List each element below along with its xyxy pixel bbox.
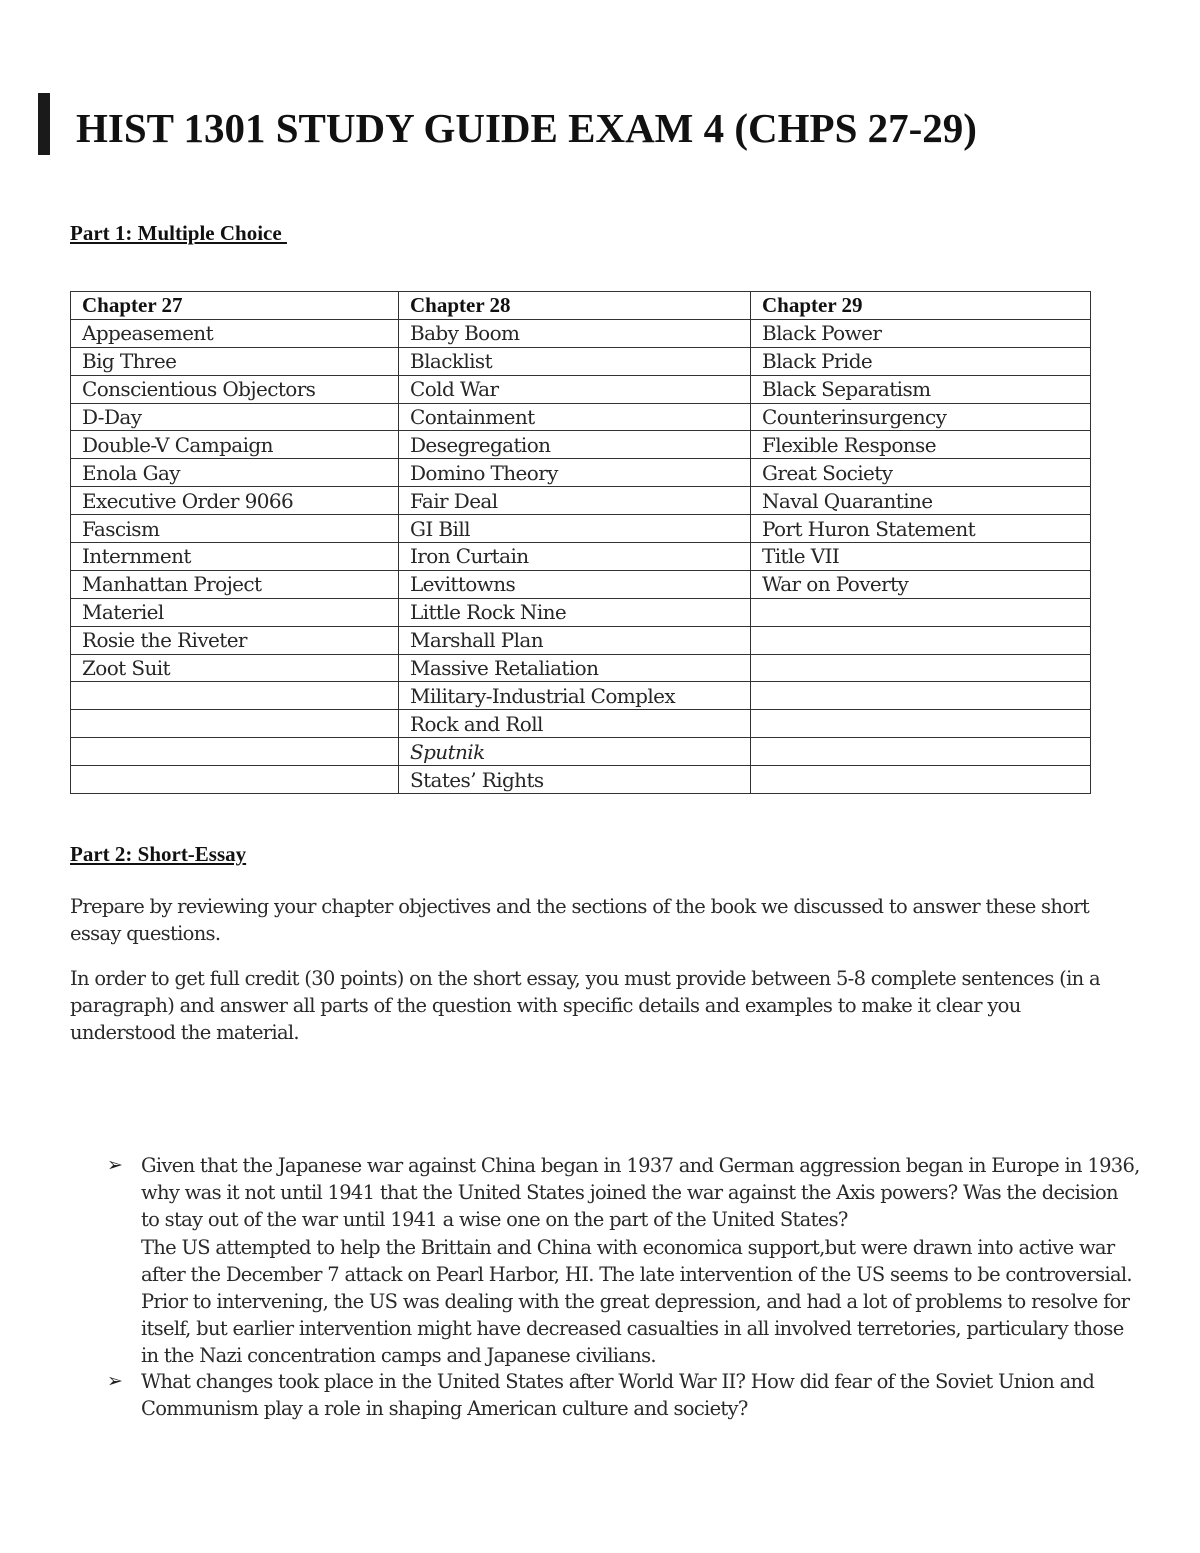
table-row bbox=[71, 570, 1091, 598]
term-cell-chapter-28: Little Rock Nine bbox=[399, 598, 751, 626]
table-row bbox=[71, 710, 1091, 738]
term-cell-chapter-27 bbox=[71, 710, 399, 738]
term-cell-chapter-27: Appeasement bbox=[71, 319, 399, 347]
term-cell-chapter-28: Cold War bbox=[399, 375, 751, 403]
part2-heading: Part 2: Short-Essay bbox=[70, 842, 247, 866]
question-1-prompt: Given that the Japanese war against China began in 1937 and German aggression began in Europe in 1936, why was it not until 1941 that the United States joined the war against the Axis powers? Was the decision to stay out of the war until 1941 a wise one on the part of the United States? bbox=[141, 1154, 1140, 1232]
term-cell-chapter-27: D-Day bbox=[71, 403, 399, 431]
term-cell-chapter-28: Baby Boom bbox=[399, 319, 751, 347]
essay-question-2-text bbox=[141, 1368, 1141, 1422]
essay-question-1-text bbox=[141, 1152, 1141, 1370]
table-row bbox=[71, 626, 1091, 654]
term-cell-chapter-28: Levittowns bbox=[399, 570, 751, 598]
table-row bbox=[71, 654, 1091, 682]
term-cell-chapter-28: Marshall Plan bbox=[399, 626, 751, 654]
term-cell-chapter-28: Desegregation bbox=[399, 431, 751, 459]
page-title: HIST 1301 STUDY GUIDE EXAM 4 (CHPS 27-29) bbox=[76, 105, 977, 151]
table-row bbox=[71, 319, 1091, 347]
term-cell-chapter-29 bbox=[751, 682, 1091, 710]
table-row bbox=[71, 403, 1091, 431]
term-cell-chapter-29 bbox=[751, 766, 1091, 794]
term-cell-chapter-28: Massive Retaliation bbox=[399, 654, 751, 682]
column-header-chapter-28: Chapter 28 bbox=[399, 292, 751, 320]
term-cell-chapter-29: Black Separatism bbox=[751, 375, 1091, 403]
instructions-paragraph-2: In order to get full credit (30 points) on the short essay, you must provide between 5-8 complete sentences (in a paragraph) and answer all parts of the question with specific details and examples to make it clear you understood the material. bbox=[70, 967, 1100, 1044]
term-cell-chapter-28: Sputnik bbox=[399, 738, 751, 766]
term-cell-chapter-29: Naval Quarantine bbox=[751, 487, 1091, 515]
term-cell-chapter-29 bbox=[751, 738, 1091, 766]
term-cell-chapter-27: Manhattan Project bbox=[71, 570, 399, 598]
table-row bbox=[71, 766, 1091, 794]
term-cell-chapter-29 bbox=[751, 654, 1091, 682]
term-cell-chapter-29: Great Society bbox=[751, 459, 1091, 487]
table-row bbox=[71, 682, 1091, 710]
term-cell-chapter-29: War on Poverty bbox=[751, 570, 1091, 598]
column-header-chapter-27: Chapter 27 bbox=[71, 292, 399, 320]
column-header-chapter-29: Chapter 29 bbox=[751, 292, 1091, 320]
term-cell-chapter-27: Zoot Suit bbox=[71, 654, 399, 682]
title-marker-bar bbox=[38, 93, 50, 155]
arrowhead-bullet-icon: ➢ bbox=[107, 1370, 123, 1392]
term-cell-chapter-29: Counterinsurgency bbox=[751, 403, 1091, 431]
table-row bbox=[71, 431, 1091, 459]
term-cell-chapter-27: Rosie the Riveter bbox=[71, 626, 399, 654]
table-header-row bbox=[71, 292, 1091, 320]
term-cell-chapter-27: Executive Order 9066 bbox=[71, 487, 399, 515]
term-cell-chapter-27 bbox=[71, 766, 399, 794]
term-cell-chapter-28: Domino Theory bbox=[399, 459, 751, 487]
term-cell-chapter-27 bbox=[71, 682, 399, 710]
table-row bbox=[71, 738, 1091, 766]
table-row bbox=[71, 598, 1091, 626]
question-1-answer: The US attempted to help the Brittain and China with economica support,but were drawn into active war after the December 7 attack on Pearl Harbor, HI. The late intervention of the US seems to be controversial. Prior to intervening, the US was dealing with the great depression, and had a lot of problems to resolve for itself, but earlier intervention might have decreased casualties in all involved terretories, particulary those in the Nazi concentration camps and Japanese civilians. bbox=[141, 1235, 1132, 1368]
term-cell-chapter-28: Fair Deal bbox=[399, 487, 751, 515]
table-row bbox=[71, 543, 1091, 571]
term-cell-chapter-29 bbox=[751, 598, 1091, 626]
term-cell-chapter-29 bbox=[751, 626, 1091, 654]
term-cell-chapter-29: Black Pride bbox=[751, 347, 1091, 375]
term-cell-chapter-28: Iron Curtain bbox=[399, 543, 751, 571]
term-cell-chapter-29: Title VII bbox=[751, 543, 1091, 571]
table-row bbox=[71, 459, 1091, 487]
term-cell-chapter-28: Blacklist bbox=[399, 347, 751, 375]
term-cell-chapter-28: Containment bbox=[399, 403, 751, 431]
term-cell-chapter-27: Internment bbox=[71, 543, 399, 571]
term-cell-chapter-27: Enola Gay bbox=[71, 459, 399, 487]
term-cell-chapter-28: States’ Rights bbox=[399, 766, 751, 794]
term-cell-chapter-27: Big Three bbox=[71, 347, 399, 375]
term-cell-chapter-27: Fascism bbox=[71, 515, 399, 543]
term-cell-chapter-29: Port Huron Statement bbox=[751, 515, 1091, 543]
table-row bbox=[71, 515, 1091, 543]
term-cell-chapter-27: Double-V Campaign bbox=[71, 431, 399, 459]
table-row bbox=[71, 487, 1091, 515]
instructions-paragraph-1: Prepare by reviewing your chapter objectives and the sections of the book we discussed to answer these short essay questions. bbox=[70, 895, 1089, 945]
chapter-terms-table bbox=[70, 291, 1091, 794]
term-cell-chapter-29 bbox=[751, 710, 1091, 738]
arrowhead-bullet-icon: ➢ bbox=[107, 1154, 123, 1176]
part1-heading: Part 1: Multiple Choice bbox=[70, 221, 287, 245]
term-cell-chapter-27: Conscientious Objectors bbox=[71, 375, 399, 403]
term-cell-chapter-29: Flexible Response bbox=[751, 431, 1091, 459]
term-cell-chapter-27: Materiel bbox=[71, 598, 399, 626]
term-cell-chapter-28: GI Bill bbox=[399, 515, 751, 543]
table-row bbox=[71, 347, 1091, 375]
term-cell-chapter-29: Black Power bbox=[751, 319, 1091, 347]
term-cell-chapter-28: Rock and Roll bbox=[399, 710, 751, 738]
table-row bbox=[71, 375, 1091, 403]
question-2-prompt: What changes took place in the United States after World War II? How did fear of the Soviet Union and Communism play a role in shaping American culture and society? bbox=[141, 1370, 1095, 1421]
term-cell-chapter-27 bbox=[71, 738, 399, 766]
term-cell-chapter-28: Military-Industrial Complex bbox=[399, 682, 751, 710]
